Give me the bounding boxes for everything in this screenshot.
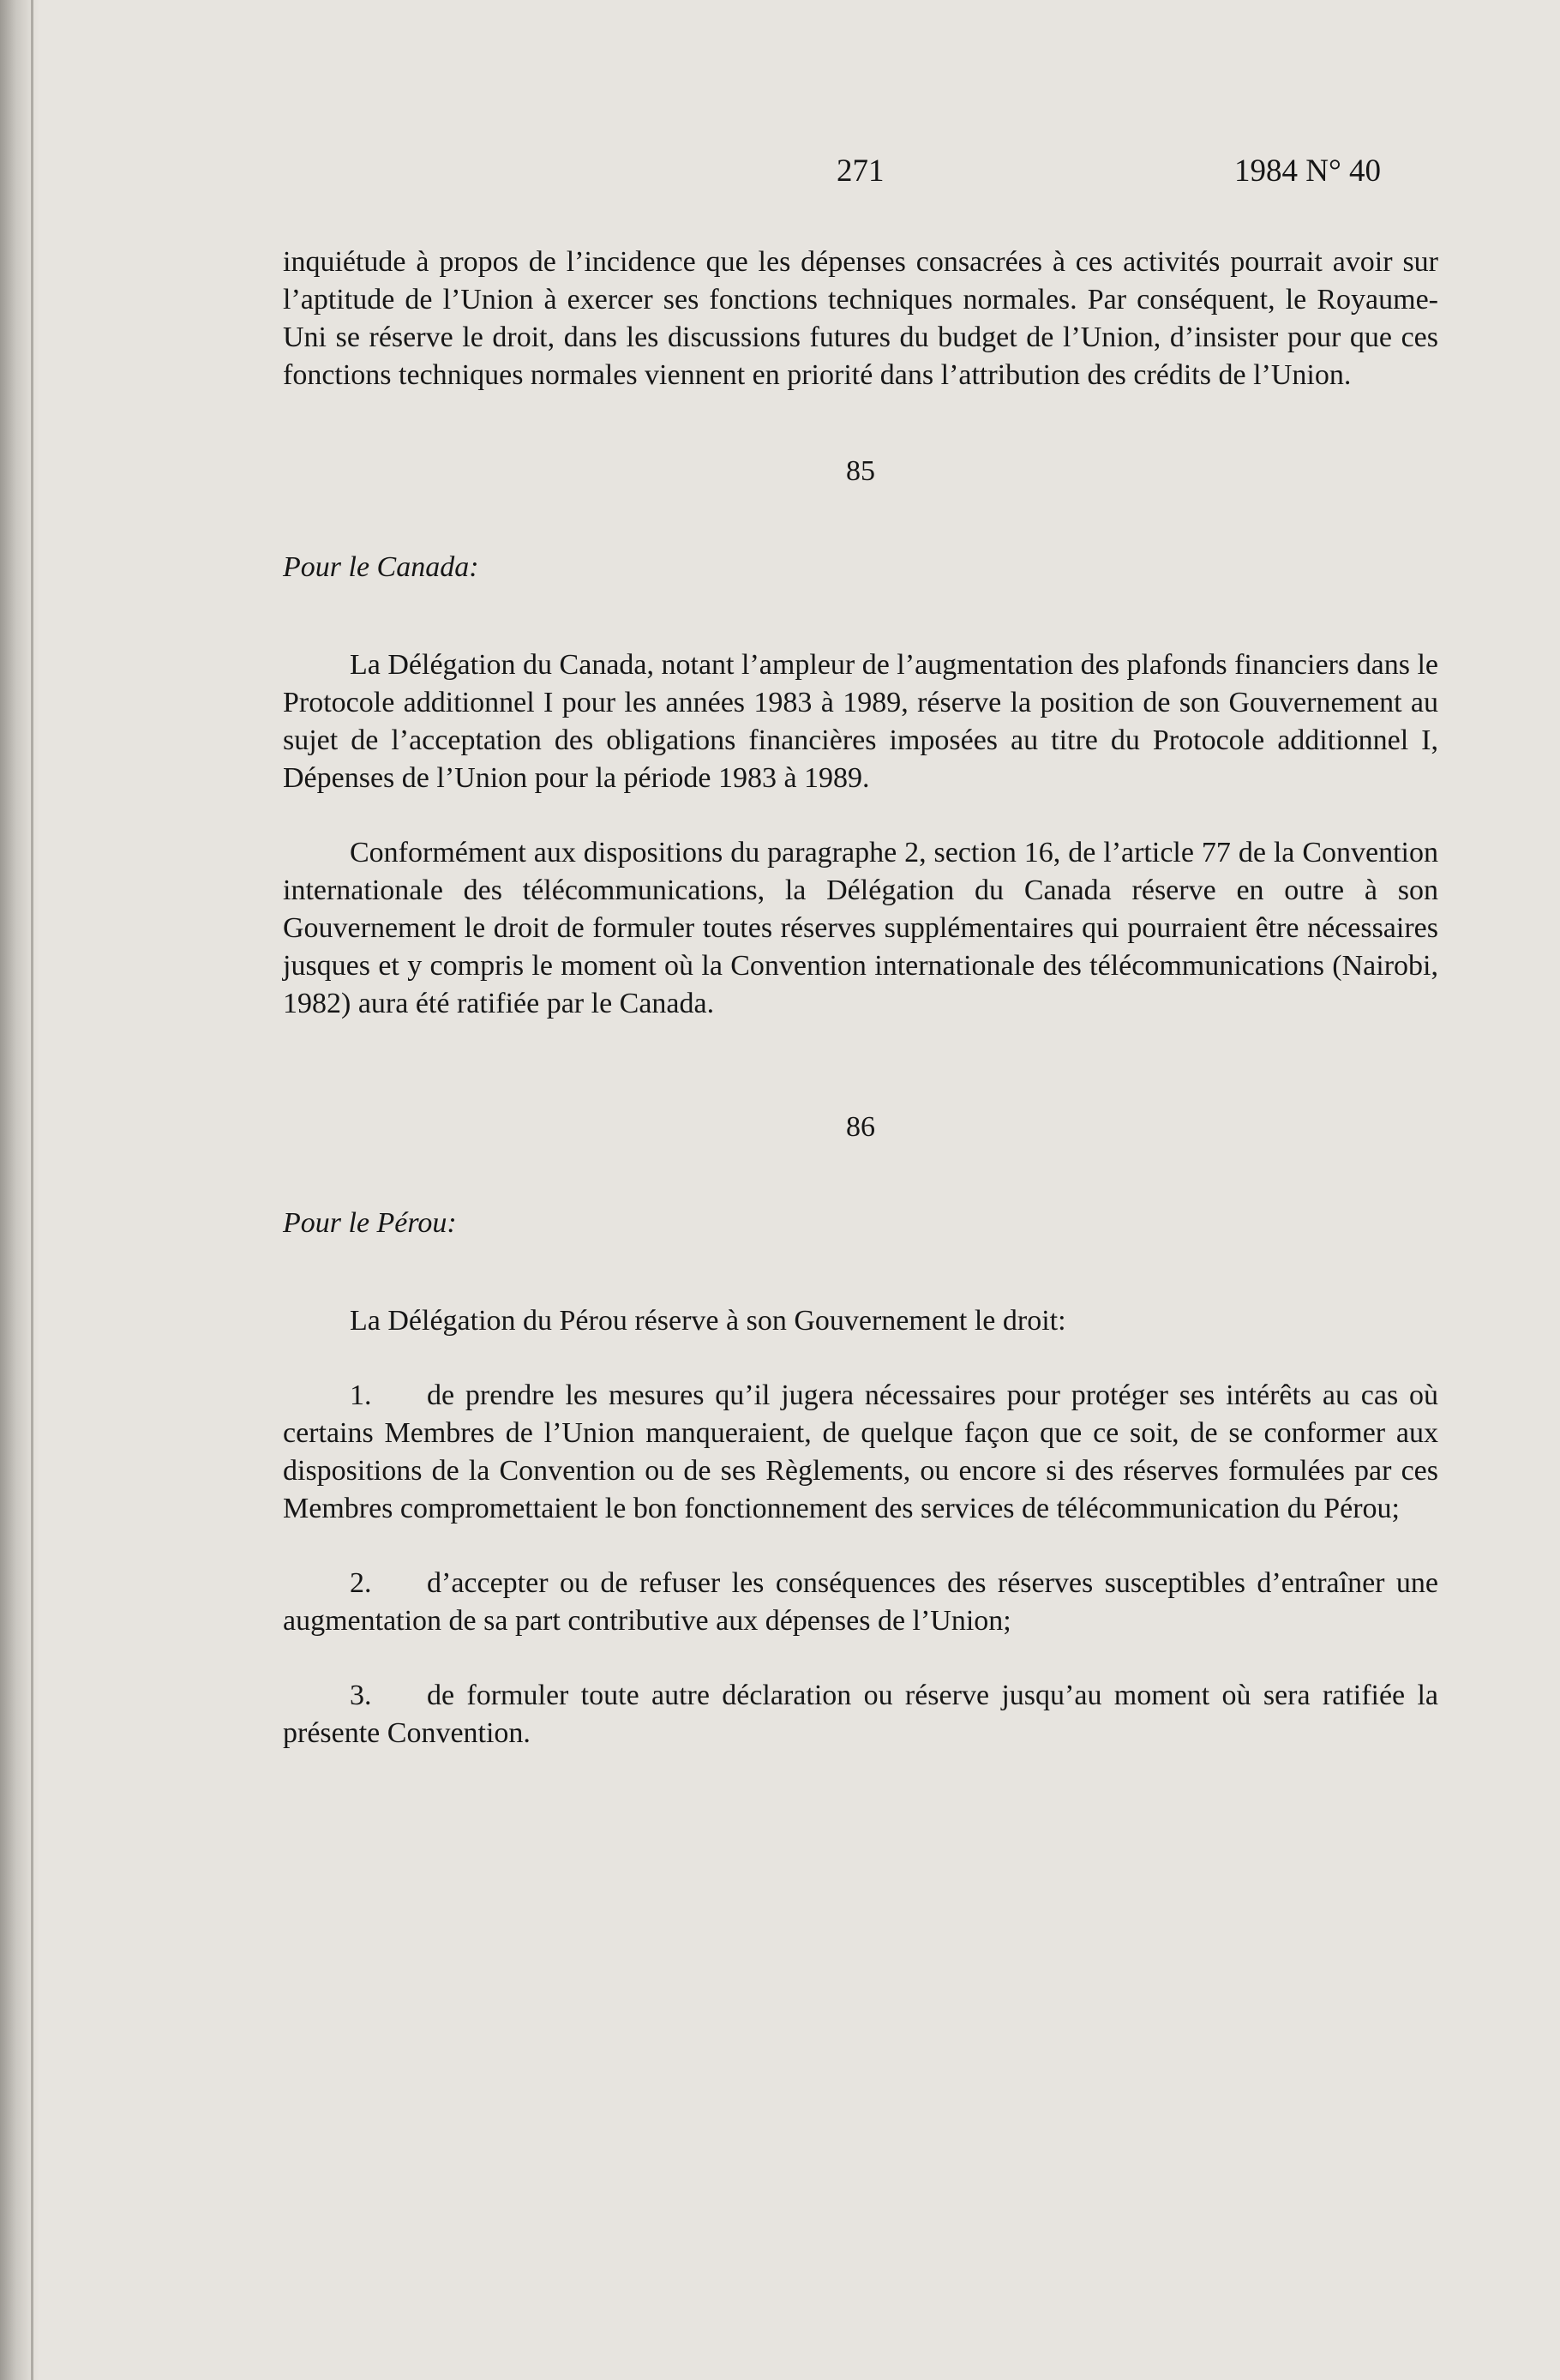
list-item-number: 1. — [350, 1379, 372, 1411]
peru-list-item — [283, 1677, 1438, 1752]
country-heading-canada: Pour le Canada: — [283, 551, 479, 583]
list-item-text: de formuler toute autre déclaration ou réserve jusqu’au moment où sera ratifiée la présente Convention. — [283, 1680, 1438, 1749]
peru-list-item — [283, 1565, 1438, 1640]
canada-paragraph-1: La Délégation du Canada, notant l’ampleur de l’augmentation des plafonds financiers dans le Protocole additionnel I pour les années 1983 à 1989, réserve la position de son Gouvernement au sujet de l’acceptation des obligations financières imposées au titre du Protocole additionnel I, Dépenses de l’Union pour la période 1983 à 1989. — [283, 649, 1438, 794]
list-item-number: 2. — [350, 1567, 372, 1599]
section-number-86: 86 — [846, 1111, 875, 1143]
canada-paragraph-2: Conformément aux dispositions du paragraphe 2, section 16, de l’article 77 de la Convention internationale des télécommunications, la Délégation du Canada réserve en outre à son Gouvernement le droit de formuler toutes réserves supplémentaires qui pourraient être nécessaires jusques et y compris le moment où la Convention internationale des télécommunications (Nairobi, 1982) aura été ratifiée par le Canada. — [283, 837, 1438, 1019]
page-number: 271 — [837, 153, 885, 189]
peru-intro-paragraph: La Délégation du Pérou réserve à son Gouvernement le droit: — [350, 1305, 1066, 1337]
country-heading-peru: Pour le Pérou: — [283, 1207, 457, 1239]
document-body — [283, 243, 1438, 1752]
section-number-85: 85 — [846, 455, 875, 487]
page-header — [0, 153, 1560, 195]
series-number: 1984 N° 40 — [1234, 153, 1382, 189]
intro-paragraph: inquiétude à propos de l’incidence que les dépenses consacrées à ces activités pourrait avoir sur l’aptitude de l’Union à exercer ses fonctions techniques normales. Par conséquent, le Royaume-Uni se réserve le droit, dans les discussions futures du budget de l’Union, d’insister pour que ces fonctions techniques normales viennent en priorité dans l’attribution des crédits de l’Union. — [283, 246, 1438, 391]
list-item-text: de prendre les mesures qu’il jugera nécessaires pour protéger ses intérêts au cas où certains Membres de l’Union manqueraient, de quelque façon que ce soit, de se conformer aux dispositions de la Convention ou de ses Règlements, ou encore si des réserves formulées par ces Membres compromettaient le bon fonctionnement des services de télécommunication du Pérou; — [283, 1379, 1438, 1524]
peru-list-item — [283, 1377, 1438, 1528]
list-item-text: d’accepter ou de refuser les conséquences des réserves susceptibles d’entraîner une augmentation de sa part contributive aux dépenses de l’Union; — [283, 1567, 1438, 1637]
list-item-number: 3. — [350, 1680, 372, 1711]
